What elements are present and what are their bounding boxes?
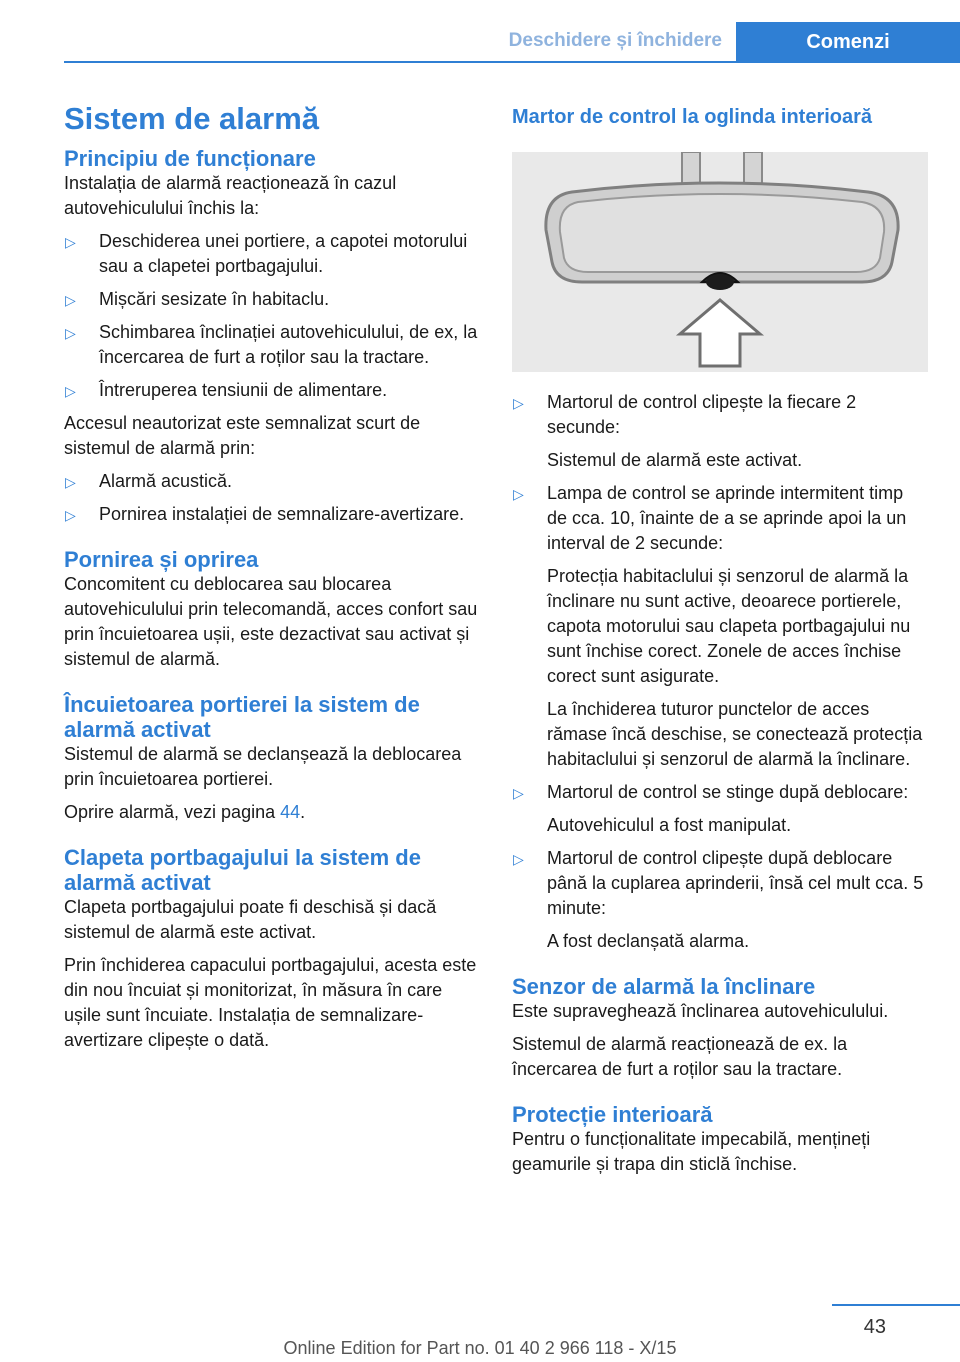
- page-number: 43: [863, 1316, 886, 1338]
- list-item: ▷ Întreruperea tensiunii de alimentare.: [64, 378, 480, 403]
- triangle-bullet-icon: ▷: [65, 325, 76, 341]
- martor-heading: Martor de control la oglinda interioară: [512, 106, 873, 128]
- left-column: [64, 100, 480, 1061]
- list-item: ▷ Schimbarea înclinației autovehiculului, de ex, la încercarea de furt a roților sau la tractare.: [65, 322, 478, 367]
- list-item-detail: Sistemul de alarmă este activat.: [547, 450, 803, 470]
- list-item-detail: A fost declanșată alarma.: [547, 931, 750, 951]
- senzor-text2: Sistemul de alarmă reacționează de ex. la încercarea de furt a roților sau la tractare.: [512, 1034, 848, 1079]
- senzor-heading: Senzor de alarmă la înclinare: [512, 974, 816, 999]
- list-item-detail: Protecția habitaclului și senzorul de alarmă la înclinare nu sunt active, deoarece portierele, capota motorului sau clapeta portbagajului nu sunt închise corect. Zonele de acces închise corect sunt asigurate.: [547, 566, 911, 686]
- clapeta-text2: Prin închiderea capacului portbagajului, acesta este din nou încuiat și monitorizat, în măsura în care ușile sunt încuiate. Instalația de semnalizare-avertizare clipește o dată.: [64, 955, 477, 1050]
- principiu-list: [64, 229, 480, 403]
- protectie-text: Pentru o funcționalitate impecabilă, mențineți geamurile și trapa din sticlă închise.: [512, 1129, 871, 1174]
- page-title: Sistem de alarmă: [64, 101, 320, 136]
- list-item: ▷ Martorul de control clipește la fiecare 2 secunde: Sistemul de alarmă este activat.: [512, 390, 928, 473]
- right-column: [512, 100, 928, 1185]
- edition-note: Online Edition for Part no. 01 40 2 966 118 - X/15: [283, 1338, 677, 1358]
- pornirea-heading: Pornirea și oprirea: [64, 547, 259, 572]
- triangle-bullet-icon: ▷: [65, 383, 76, 399]
- triangle-bullet-icon: ▷: [513, 486, 524, 502]
- triangle-bullet-icon: ▷: [65, 507, 76, 523]
- triangle-bullet-icon: ▷: [65, 234, 76, 250]
- triangle-bullet-icon: ▷: [513, 785, 524, 801]
- clapeta-heading: Clapeta portbagajului la sistem de alarmă activat: [64, 845, 421, 895]
- alarm-signal-list: [64, 469, 480, 527]
- martor-list: [512, 390, 928, 954]
- principiu-para2: Accesul neautorizat este semnalizat scurt de sistemul de alarmă prin:: [64, 413, 421, 458]
- list-item: ▷ Mișcări sesizate în habitaclu.: [64, 287, 480, 312]
- list-item: ▷ Alarmă acustică.: [64, 469, 480, 494]
- list-item: ▷ Martorul de control clipește după deblocare până la cuplarea aprinderii, însă cel mult cca. 5 minute: A fost declanșată alarma.: [512, 846, 928, 954]
- header-rule: [64, 61, 960, 63]
- clapeta-text1: Clapeta portbagajului poate fi deschisă și dacă sistemul de alarmă este activat.: [64, 897, 437, 942]
- list-item: ▷ Deschiderea unei portiere, a capotei motorului sau a clapetei portbagajului.: [65, 231, 468, 276]
- oprire-reference: Oprire alarmă, vezi pagina 44.: [64, 802, 306, 822]
- header-chapter-tab: Comenzi: [736, 22, 960, 63]
- header-section-title: Deschidere și închidere: [508, 30, 722, 51]
- triangle-bullet-icon: ▷: [513, 395, 524, 411]
- list-item: ▷ Martorul de control se stinge după deblocare: Autovehiculul a fost manipulat.: [512, 780, 928, 838]
- footer-rule: [832, 1304, 960, 1306]
- incuietoarea-heading: Încuietoarea portierei la sistem de alarmă activat: [64, 692, 420, 742]
- pornirea-text: Concomitent cu deblocarea sau blocarea autovehiculului prin telecomandă, acces confort sau prin încuietoarea ușii, este dezactivat sau activat și sistemul de alarmă.: [64, 574, 478, 669]
- protectie-heading: Protecție interioară: [512, 1102, 713, 1127]
- incuietoarea-text: Sistemul de alarmă se declanșează la deblocarea prin încuietoarea portierei.: [64, 744, 462, 789]
- principiu-heading: Principiu de funcționare: [64, 146, 316, 171]
- list-item: ▷ Lampa de control se aprinde intermitent timp de cca. 10, înainte de a se aprinde apoi la un interval de 2 secunde: Protecția habitaclului și senzorul de alarmă la înclinare nu sunt active, deoarece portierele, capota motorului sau clapeta portbagajului nu sunt închise corect. Zonele de acces închise corect sunt asigurate. La închiderea tuturor punctelor de acces rămase încă deschise, se conectează protecția habitaclului și senzorul de alarmă la înclinare.: [512, 481, 928, 772]
- triangle-bullet-icon: ▷: [65, 292, 76, 308]
- rearview-mirror-illustration: [512, 152, 928, 372]
- triangle-bullet-icon: ▷: [513, 851, 524, 867]
- principiu-intro: Instalația de alarmă reacționează în cazul autovehiculului închis la:: [64, 173, 397, 218]
- senzor-text1: Este supraveghează înclinarea autovehiculului.: [512, 1001, 889, 1021]
- list-item-detail: Autovehiculul a fost manipulat.: [547, 815, 792, 835]
- triangle-bullet-icon: ▷: [65, 474, 76, 490]
- page-44-link[interactable]: 44: [280, 802, 301, 822]
- list-item-detail: La închiderea tuturor punctelor de acces rămase încă deschise, se conectează protecția habitaclului și senzorul de alarmă la înclinare.: [547, 699, 923, 769]
- list-item: ▷ Pornirea instalației de semnalizare-avertizare.: [64, 502, 480, 527]
